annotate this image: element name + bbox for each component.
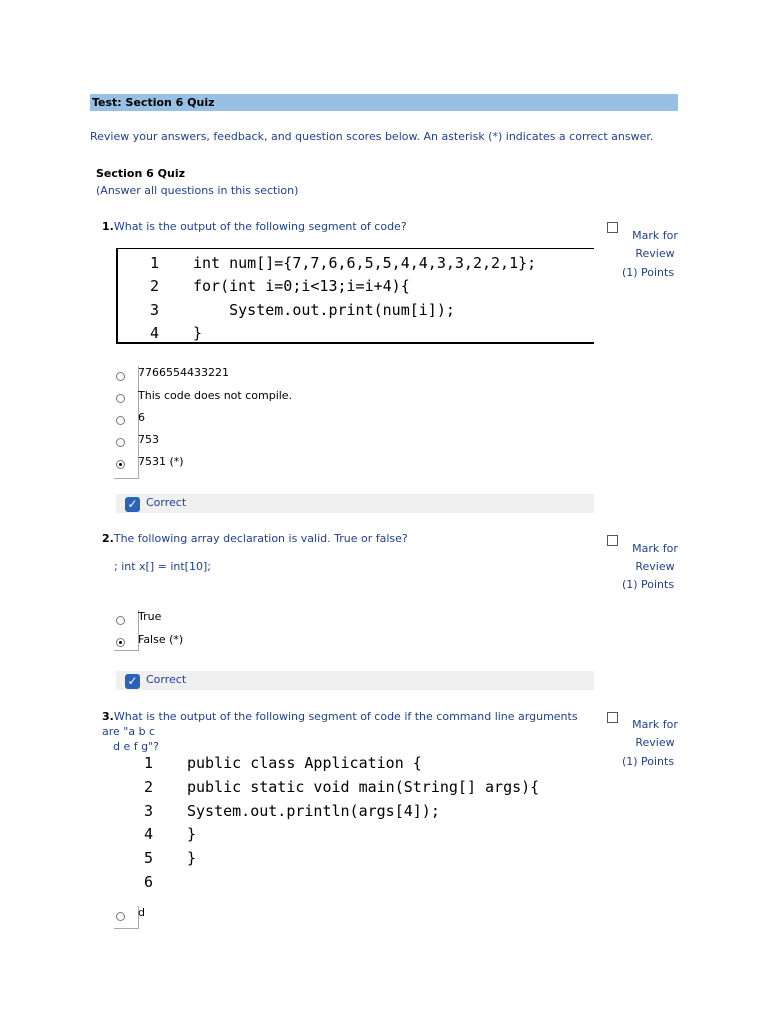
- mark-for-review-checkbox-q2[interactable]: [607, 535, 618, 546]
- intro-text: Review your answers, feedback, and question scores below. An asterisk (*) indicates a correct answer.: [90, 130, 654, 143]
- section-title: Section 6 Quiz: [96, 167, 185, 180]
- question-prompt: What is the output of the following segment of code?: [113, 220, 407, 233]
- code-line: }: [187, 825, 197, 843]
- code-line: System.out.println(args[4]);: [187, 802, 440, 820]
- radio-option[interactable]: [116, 416, 125, 425]
- question-1-text: [102, 219, 407, 234]
- radio-option[interactable]: [116, 616, 125, 625]
- option-label: True: [138, 610, 162, 623]
- page-title: Test: Section 6 Quiz: [92, 96, 215, 109]
- points-q1: (1) Points: [621, 266, 675, 279]
- code-line-number: 4: [150, 324, 160, 342]
- mark-label-line1: Mark for: [632, 542, 678, 555]
- question-number: 2.: [102, 532, 114, 545]
- radio-option[interactable]: [116, 912, 125, 921]
- option-label: This code does not compile.: [138, 389, 293, 402]
- mark-for-review-label-q1: [620, 227, 690, 263]
- code-line: public class Application {: [187, 754, 422, 772]
- mark-label-line1: Mark for: [632, 718, 678, 731]
- code-line-number: 4: [144, 825, 154, 843]
- question-number: 1.: [102, 220, 114, 233]
- feedback-bar-q1: [116, 494, 594, 513]
- check-icon: ✓: [125, 674, 140, 689]
- mark-label-line2: Review: [635, 247, 675, 260]
- question-2-text: [102, 531, 408, 546]
- code-line-number: 1: [144, 754, 154, 772]
- code-line-number: 1: [150, 254, 160, 272]
- mark-for-review-label-q2: [620, 540, 690, 576]
- points-q2: (1) Points: [621, 578, 675, 591]
- radio-option-selected[interactable]: [116, 638, 125, 647]
- code-line-number: 3: [144, 802, 154, 820]
- question-prompt-line2: d e f g"?: [113, 740, 159, 753]
- radio-option[interactable]: [116, 394, 125, 403]
- section-subtitle: (Answer all questions in this section): [96, 184, 299, 197]
- radio-option-selected[interactable]: [116, 460, 125, 469]
- mark-for-review-checkbox-q1[interactable]: [607, 222, 618, 233]
- check-icon: ✓: [125, 497, 140, 512]
- mark-label-line2: Review: [635, 560, 675, 573]
- code-line-number: 2: [150, 277, 160, 295]
- option-label: d: [138, 906, 145, 919]
- question-prompt-line1: What is the output of the following segment of code if the command line arguments are "a b c: [102, 710, 578, 738]
- test-title-bar: [90, 94, 678, 111]
- question-number: 3.: [102, 710, 114, 723]
- code-line: }: [193, 324, 203, 342]
- feedback-text: Correct: [146, 496, 187, 509]
- mark-label-line1: Mark for: [632, 229, 678, 242]
- code-line: for(int i=0;i<13;i=i+4){: [193, 277, 410, 295]
- feedback-text: Correct: [146, 673, 187, 686]
- code-line-number: 5: [144, 849, 154, 867]
- question-prompt: The following array declaration is valid. True or false?: [113, 532, 408, 545]
- option-label: 7766554433221: [138, 366, 229, 379]
- code-snippet-q2: ; int x[] = int[10];: [114, 560, 211, 573]
- option-label: 753: [138, 433, 159, 446]
- option-label: False (*): [138, 633, 184, 646]
- feedback-bar-q2: [116, 671, 594, 690]
- mark-for-review-checkbox-q3[interactable]: [607, 712, 618, 723]
- points-q3: (1) Points: [621, 755, 675, 768]
- option-label: 7531 (*): [138, 455, 184, 468]
- radio-option[interactable]: [116, 438, 125, 447]
- code-line: public static void main(String[] args){: [187, 778, 540, 796]
- code-line: }: [187, 849, 197, 867]
- code-line: System.out.print(num[i]);: [193, 301, 455, 319]
- mark-for-review-label-q3: [620, 716, 690, 752]
- question-3-text: [102, 709, 592, 754]
- code-line-number: 2: [144, 778, 154, 796]
- radio-option[interactable]: [116, 372, 125, 381]
- option-label: 6: [138, 411, 145, 424]
- mark-label-line2: Review: [635, 736, 675, 749]
- code-line-number: 6: [144, 873, 154, 891]
- code-line-number: 3: [150, 301, 160, 319]
- code-line: int num[]={7,7,6,6,5,5,4,4,3,3,2,2,1};: [193, 254, 537, 272]
